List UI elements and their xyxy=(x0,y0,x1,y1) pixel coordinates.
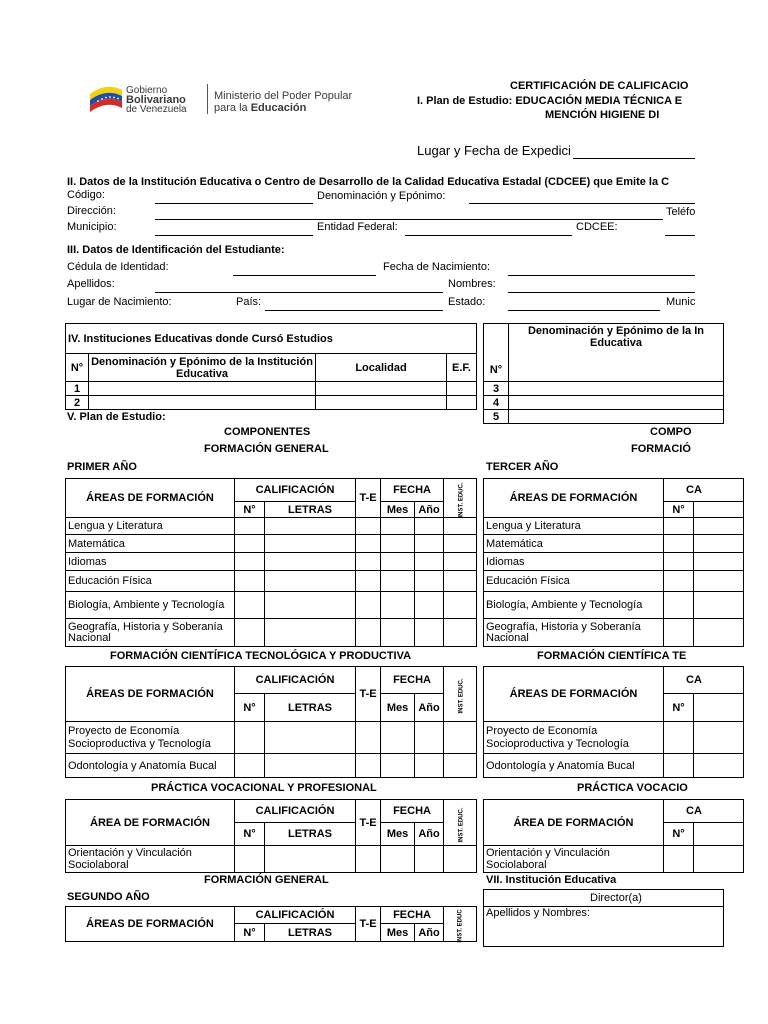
area-name: Matemática xyxy=(66,535,235,553)
ano-header: Año xyxy=(415,694,444,722)
area-name: Educación Física xyxy=(484,571,664,592)
entidad-label: Entidad Federal: xyxy=(317,221,398,233)
n-header: N° xyxy=(664,694,694,722)
area-name: Odontología y Anatomía Bucal xyxy=(484,754,664,778)
cdcee-label: CDCEE: xyxy=(576,221,618,233)
fecha-header: FECHA xyxy=(381,479,444,502)
cell[interactable] xyxy=(316,396,447,410)
cell[interactable] xyxy=(89,396,316,410)
table-row xyxy=(66,535,477,553)
table-row xyxy=(484,592,744,619)
cell[interactable] xyxy=(265,553,356,571)
primer-ano-label: PRIMER AÑO xyxy=(67,461,137,473)
fecha-header: FECHA xyxy=(381,907,444,924)
cell[interactable] xyxy=(664,535,694,553)
cell[interactable] xyxy=(235,535,265,553)
table-row xyxy=(484,410,724,424)
area-header: ÁREA DE FORMACIÓN xyxy=(66,800,235,846)
area-name: Orientación y Vinculación Sociolaboral xyxy=(66,846,235,873)
telefono-label: Teléfo xyxy=(666,206,696,218)
cell[interactable] xyxy=(356,571,381,592)
cell[interactable] xyxy=(415,754,444,778)
cell[interactable] xyxy=(356,846,381,873)
section-7-title: VII. Institución Educativa xyxy=(486,874,617,886)
cell[interactable] xyxy=(664,754,694,778)
cell[interactable] xyxy=(694,619,744,647)
cell[interactable] xyxy=(444,619,477,647)
ano-header: Año xyxy=(415,502,444,518)
institucion-table xyxy=(483,889,724,947)
cell[interactable] xyxy=(265,722,356,754)
areas-header: ÁREAS DE FORMACIÓN xyxy=(66,667,235,722)
cell[interactable] xyxy=(444,592,477,619)
calificacion-header: CALIFICACIÓN xyxy=(235,479,356,502)
row-number: 1 xyxy=(66,382,89,396)
cell[interactable] xyxy=(444,535,477,553)
n-header: N° xyxy=(664,502,694,518)
inst-header xyxy=(444,907,477,942)
primer-ano-cientifica-table xyxy=(65,666,477,778)
cell[interactable] xyxy=(444,754,477,778)
cell[interactable] xyxy=(415,535,444,553)
segundo-ano-general-table xyxy=(65,906,477,942)
area-name: Proyecto de Economía Socioproductiva y Tecnología xyxy=(66,722,235,754)
col-denominacion: Denominación y Epónimo de la Institución Educativa xyxy=(89,354,316,382)
entidad-field[interactable] xyxy=(405,235,572,236)
table-row xyxy=(484,846,744,873)
calificacion-header: CALIFICACIÓN xyxy=(235,667,356,694)
instituciones-table-right xyxy=(483,323,724,424)
government-logo xyxy=(88,80,378,122)
cell[interactable] xyxy=(447,396,477,410)
table-row xyxy=(484,535,744,553)
table-row xyxy=(484,754,744,778)
calificacion-header: CA xyxy=(664,667,744,694)
mes-header: Mes xyxy=(381,694,415,722)
fecha-header: FECHA xyxy=(381,800,444,823)
tercer-ano-general-table xyxy=(483,478,744,647)
formacion-general-label: FORMACIÓN GENERAL xyxy=(204,443,329,455)
cell[interactable] xyxy=(356,619,381,647)
right-col-denominacion: Denominación y Epónimo de la In Educativa xyxy=(509,324,724,382)
area-name: Odontología y Anatomía Bucal xyxy=(66,754,235,778)
cell[interactable] xyxy=(664,553,694,571)
section-3-title: III. Datos de Identificación del Estudiante: xyxy=(67,244,285,256)
cell[interactable] xyxy=(265,754,356,778)
inst-header xyxy=(444,667,477,722)
director-label: Director(a) xyxy=(484,890,724,907)
cell[interactable] xyxy=(664,846,694,873)
table-row xyxy=(66,754,477,778)
componentes-label: COMPONENTES xyxy=(224,426,311,438)
area-name: Biología, Ambiente y Tecnología xyxy=(66,592,235,619)
area-name: Lengua y Literatura xyxy=(484,518,664,535)
n-header: N° xyxy=(235,694,265,722)
direccion-field[interactable] xyxy=(155,219,663,220)
table-row xyxy=(66,722,477,754)
letras-header: LETRAS xyxy=(265,694,356,722)
segundo-ano-label: SEGUNDO AÑO xyxy=(67,891,150,903)
cell[interactable] xyxy=(356,518,381,535)
denominacion-label: Denominación y Epónimo: xyxy=(317,190,446,202)
cedula-label: Cédula de Identidad: xyxy=(67,261,169,273)
table-row xyxy=(484,518,744,535)
estado-field[interactable] xyxy=(508,310,660,311)
municipio-label: Municipio: xyxy=(67,221,117,233)
cell[interactable] xyxy=(235,571,265,592)
cientifica-right-title: FORMACIÓN CIENTÍFICA TE xyxy=(537,650,687,662)
flag-icon xyxy=(88,80,124,120)
fecha-nac-label: Fecha de Nacimiento: xyxy=(383,261,490,273)
areas-header: ÁREAS DE FORMACIÓN xyxy=(484,479,664,518)
inst-label: INST. EDUC xyxy=(457,909,464,943)
cell[interactable] xyxy=(415,518,444,535)
cell[interactable] xyxy=(664,518,694,535)
inst-label: INST. EDUC. xyxy=(458,482,465,518)
cell[interactable] xyxy=(694,592,744,619)
row-number: 5 xyxy=(484,410,509,424)
area-name: Orientación y Vinculación Sociolaboral xyxy=(484,846,664,873)
logo-line-2: Bolivariano xyxy=(126,94,186,106)
mes-header: Mes xyxy=(381,924,415,942)
row-number: 4 xyxy=(484,396,509,410)
cell[interactable] xyxy=(694,846,744,873)
munic-label: Munic xyxy=(666,296,696,308)
areas-header: ÁREAS DE FORMACIÓN xyxy=(484,667,664,722)
area-name: Proyecto de Economía Socioproductiva y Tecnología xyxy=(484,722,664,754)
cell[interactable] xyxy=(381,535,415,553)
table-row xyxy=(66,846,477,873)
cell[interactable] xyxy=(694,553,744,571)
n-header: N° xyxy=(235,823,265,846)
apellidos-label: Apellidos: xyxy=(67,278,115,290)
cell xyxy=(694,694,744,722)
cell[interactable] xyxy=(356,722,381,754)
area-name: Geografía, Historia y Soberanía Nacional xyxy=(484,619,664,647)
plan-title: I. Plan de Estudio: EDUCACIÓN MEDIA TÉCNICA E xyxy=(417,95,683,107)
cell[interactable] xyxy=(415,722,444,754)
table-row xyxy=(66,382,477,396)
inst-label: INST. EDUC. xyxy=(458,806,465,843)
fecha-header: FECHA xyxy=(381,667,444,694)
cell[interactable] xyxy=(694,722,744,754)
primer-ano-general-table xyxy=(65,478,477,647)
cell xyxy=(694,823,744,846)
section-4-title: IV. Instituciones Educativas donde Cursó Estudios xyxy=(66,324,477,354)
area-name: Geografía, Historia y Soberanía Nacional xyxy=(66,619,235,647)
table-row xyxy=(484,382,724,396)
cell[interactable] xyxy=(415,571,444,592)
cientifica-title: FORMACIÓN CIENTÍFICA TECNOLÓGICA Y PRODUCTIVA xyxy=(110,650,412,662)
cell[interactable] xyxy=(444,518,477,535)
cell[interactable] xyxy=(265,592,356,619)
cell[interactable] xyxy=(89,382,316,396)
cell[interactable] xyxy=(444,571,477,592)
ano-header: Año xyxy=(415,924,444,942)
cell[interactable] xyxy=(694,535,744,553)
cell[interactable] xyxy=(509,410,724,424)
table-row xyxy=(66,518,477,535)
ano-header: Año xyxy=(415,823,444,846)
calificacion-header: CALIFICACIÓN xyxy=(235,800,356,823)
section-5-title: V. Plan de Estudio: xyxy=(67,411,166,423)
cell[interactable] xyxy=(235,518,265,535)
cell[interactable] xyxy=(235,846,265,873)
pais-field[interactable] xyxy=(265,310,443,311)
mes-header: Mes xyxy=(381,823,415,846)
cell[interactable] xyxy=(381,553,415,571)
table-row xyxy=(66,553,477,571)
cell[interactable] xyxy=(381,518,415,535)
right-col-n: N° xyxy=(484,324,509,382)
te-header: T-E xyxy=(356,907,381,942)
lugar-fecha-label: Lugar y Fecha de Expedici xyxy=(417,143,571,158)
cell[interactable] xyxy=(444,722,477,754)
cell[interactable] xyxy=(415,553,444,571)
te-header: T-E xyxy=(356,667,381,722)
cell[interactable] xyxy=(444,846,477,873)
practica-title: PRÁCTICA VOCACIONAL Y PROFESIONAL xyxy=(151,782,377,794)
cell[interactable] xyxy=(356,553,381,571)
col-ef: E.F. xyxy=(447,354,477,382)
area-name: Matemática xyxy=(484,535,664,553)
inst-label: INST. EDUC. xyxy=(458,678,465,714)
cell[interactable] xyxy=(381,592,415,619)
formacion-general-right-label: FORMACIÓ xyxy=(631,443,691,455)
area-header: ÁREA DE FORMACIÓN xyxy=(484,800,664,846)
practica-right-title: PRÁCTICA VOCACIO xyxy=(577,782,688,794)
cell[interactable] xyxy=(447,382,477,396)
inst-header xyxy=(444,479,477,518)
logo-line-3: de Venezuela xyxy=(126,104,187,115)
section-2-title: II. Datos de la Institución Educativa o Centro de Desarrollo de la Calidad Educativa Estadal (CDCEE) que Emite la C xyxy=(67,176,670,188)
codigo-label: Código: xyxy=(67,189,105,201)
table-row xyxy=(66,571,477,592)
row-number: 2 xyxy=(66,396,89,410)
mes-header: Mes xyxy=(381,502,415,518)
lugar-fecha-line[interactable] xyxy=(573,158,695,159)
table-row xyxy=(484,553,744,571)
cell[interactable] xyxy=(235,592,265,619)
cell[interactable] xyxy=(664,592,694,619)
cell[interactable] xyxy=(356,754,381,778)
formacion-general-2-label: FORMACIÓN GENERAL xyxy=(204,874,329,886)
table-row xyxy=(484,722,744,754)
n-header: N° xyxy=(235,924,265,942)
cell[interactable] xyxy=(265,846,356,873)
areas-header: ÁREAS DE FORMACIÓN xyxy=(66,907,235,942)
cell[interactable] xyxy=(381,571,415,592)
cell[interactable] xyxy=(694,571,744,592)
tercer-ano-practica-table xyxy=(483,799,744,873)
cell[interactable] xyxy=(509,382,724,396)
letras-header: LETRAS xyxy=(265,823,356,846)
cell[interactable] xyxy=(265,619,356,647)
cell[interactable] xyxy=(415,846,444,873)
cell[interactable] xyxy=(664,571,694,592)
col-n: N° xyxy=(66,354,89,382)
pais-label: País: xyxy=(236,296,262,308)
primer-ano-practica-table xyxy=(65,799,477,873)
tercer-ano-cientifica-table xyxy=(483,666,744,778)
area-name: Educación Física xyxy=(66,571,235,592)
table-row xyxy=(66,396,477,410)
te-header: T-E xyxy=(356,479,381,518)
n-header: N° xyxy=(664,823,694,846)
cell[interactable] xyxy=(415,592,444,619)
n-header: N° xyxy=(235,502,265,518)
cell[interactable] xyxy=(316,382,447,396)
ministry-prefix: para la xyxy=(214,102,251,114)
col-localidad: Localidad xyxy=(316,354,447,382)
area-name: Idiomas xyxy=(484,553,664,571)
cell[interactable] xyxy=(509,396,724,410)
table-row xyxy=(484,571,744,592)
cell[interactable] xyxy=(356,592,381,619)
cell[interactable] xyxy=(444,553,477,571)
cell[interactable] xyxy=(265,535,356,553)
cedula-field[interactable] xyxy=(233,275,376,276)
cell[interactable] xyxy=(664,722,694,754)
cell[interactable] xyxy=(265,571,356,592)
areas-header: ÁREAS DE FORMACIÓN xyxy=(66,479,235,518)
table-row xyxy=(66,592,477,619)
cell[interactable] xyxy=(381,619,415,647)
calificacion-header: CA xyxy=(664,479,744,502)
cell[interactable] xyxy=(664,619,694,647)
table-row xyxy=(66,619,477,647)
logo-divider xyxy=(207,84,208,114)
letras-header: LETRAS xyxy=(265,502,356,518)
denominacion-field[interactable] xyxy=(469,203,695,204)
area-name: Lengua y Literatura xyxy=(66,518,235,535)
cell[interactable] xyxy=(265,518,356,535)
componentes-right-label: COMPO xyxy=(650,426,692,438)
lugar-nac-label: Lugar de Nacimiento: xyxy=(67,296,172,308)
cell[interactable] xyxy=(381,722,415,754)
ministry-bold: Educación xyxy=(250,102,307,114)
mencion-title: MENCIÓN HIGIENE DI xyxy=(545,109,660,121)
te-header: T-E xyxy=(356,800,381,846)
estado-label: Estado: xyxy=(448,296,486,308)
cell xyxy=(694,502,744,518)
cell[interactable] xyxy=(235,553,265,571)
cell[interactable] xyxy=(356,535,381,553)
apellidos-nombres-label[interactable]: Apellidos y Nombres: xyxy=(484,907,724,947)
municipio-field[interactable] xyxy=(155,235,313,236)
cell[interactable] xyxy=(381,754,415,778)
instituciones-table-left xyxy=(65,323,477,410)
ministry-line-1: Ministerio del Poder Popular xyxy=(214,90,353,102)
cell[interactable] xyxy=(694,754,744,778)
cdcee-field[interactable] xyxy=(665,235,695,236)
apellidos-field[interactable] xyxy=(155,292,443,293)
inst-header xyxy=(444,800,477,846)
fecha-nac-field[interactable] xyxy=(508,275,695,276)
logo-line-1: Gobierno xyxy=(126,85,168,96)
cell[interactable] xyxy=(381,846,415,873)
calificacion-header: CALIFICACIÓN xyxy=(235,907,356,924)
codigo-field[interactable] xyxy=(155,203,313,204)
cell[interactable] xyxy=(694,518,744,535)
cell[interactable] xyxy=(235,619,265,647)
certificate-title: CERTIFICACIÓN DE CALIFICACIO xyxy=(510,80,689,92)
table-row xyxy=(484,619,744,647)
area-name: Biología, Ambiente y Tecnología xyxy=(484,592,664,619)
nombres-field[interactable] xyxy=(508,292,695,293)
direccion-label: Dirección: xyxy=(67,205,116,217)
tercer-ano-label: TERCER AÑO xyxy=(486,461,559,473)
row-number: 3 xyxy=(484,382,509,396)
cell[interactable] xyxy=(235,754,265,778)
calificacion-header: CA xyxy=(664,800,744,823)
cell[interactable] xyxy=(235,722,265,754)
cell[interactable] xyxy=(415,619,444,647)
letras-header: LETRAS xyxy=(265,924,356,942)
nombres-label: Nombres: xyxy=(448,278,496,290)
ministry-line-2 xyxy=(214,103,306,114)
area-name: Idiomas xyxy=(66,553,235,571)
table-row xyxy=(484,396,724,410)
